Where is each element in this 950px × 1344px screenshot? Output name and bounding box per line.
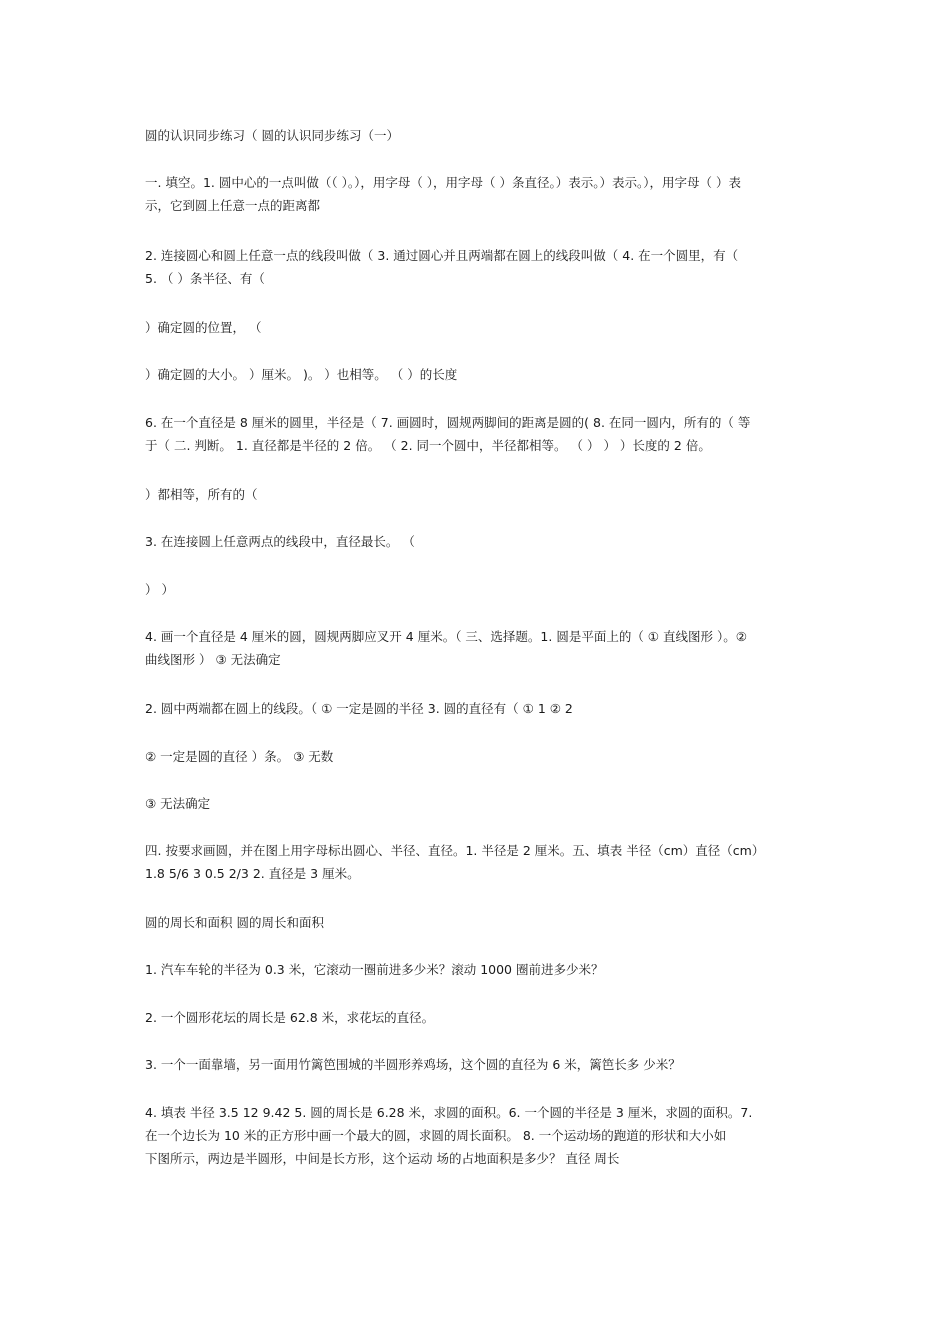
paragraph — [145, 1101, 810, 1170]
text-line: ）确定圆的大小。 ）厘米。 )。 ）也相等。 （ ）的长度 — [145, 367, 458, 382]
text-line: ③ 无法确定 — [145, 796, 211, 811]
text-line: 圆的周长和面积 圆的周长和面积 — [145, 915, 324, 930]
paragraph — [145, 625, 810, 671]
text-line: ② 一定是圆的直径 ）条。 ③ 无数 — [145, 749, 334, 764]
paragraph — [145, 483, 810, 506]
section-title — [145, 124, 810, 147]
text-line: ）都相等，所有的（ — [145, 487, 258, 502]
text-line: ） ） — [145, 582, 174, 597]
paragraph — [145, 171, 810, 217]
paragraph — [145, 411, 810, 457]
text-line: 5. （ ）条半径、有（ — [145, 271, 265, 286]
text-line: 3. 一个一面靠墙，另一面用竹篱笆围城的半圆形养鸡场，这个圆的直径为 6 米，篱笆长多 少米？ — [145, 1057, 681, 1072]
text-line: 1.8 5/6 3 0.5 2/3 2. 直径是 3 厘米。 — [145, 866, 360, 881]
paragraph — [145, 745, 810, 768]
paragraph — [145, 363, 810, 386]
text-line: 在一个边长为 10 米的正方形中画一个最大的圆，求圆的周长面积。 8. 一个运动场的跑道的形状和大小如 — [145, 1128, 727, 1143]
text-line: 下图所示，两边是半圆形，中间是长方形，这个运动 场的占地面积是多少？ 直径 周长 — [145, 1151, 620, 1166]
text-line: 1. 汽车车轮的半径为 0.3 米，它滚动一圈前进多少米？滚动 1000 圈前进多少米？ — [145, 962, 604, 977]
text-line: 6. 在一个直径是 8 厘米的圆里，半径是（ 7. 画圆时，圆规两脚间的距离是圆的( 8. 在同一圆内，所有的（ 等 — [145, 415, 751, 430]
text-line: 2. 一个圆形花坛的周长是 62.8 米，求花坛的直径。 — [145, 1010, 435, 1025]
paragraph — [145, 792, 810, 815]
text-line: 2. 圆中两端都在圆上的线段。（ ① 一定是圆的半径 3. 圆的直径有（ ① 1 ② 2 — [145, 701, 573, 716]
paragraph — [145, 1006, 810, 1029]
text-line: 4. 填表 半径 3.5 12 9.42 5. 圆的周长是 6.28 米，求圆的面积。6. 一个圆的半径是 3 厘米，求圆的面积。7. — [145, 1105, 753, 1120]
paragraph — [145, 578, 810, 601]
text-line: 于（ 二. 判断。 1. 直径都是半径的 2 倍。 （ 2. 同一个圆中，半径都相等。 （ ） ） ）长度的 2 倍。 — [145, 438, 711, 453]
text-line: 四. 按要求画圆，并在图上用字母标出圆心、半径、直径。1. 半径是 2 厘米。五、填表 半径（cm）直径（cm） — [145, 843, 765, 858]
paragraph — [145, 530, 810, 553]
paragraph — [145, 697, 810, 720]
text-line: 4. 画一个直径是 4 厘米的圆，圆规两脚应叉开 4 厘米。（ 三、选择题。1. 圆是平面上的（ ① 直线图形 ）。② — [145, 629, 747, 644]
text-line: 3. 在连接圆上任意两点的线段中，直径最长。 （ — [145, 534, 415, 549]
paragraph — [145, 316, 810, 339]
section-title — [145, 911, 810, 934]
text-line: 曲线图形 ） ③ 无法确定 — [145, 652, 281, 667]
paragraph — [145, 958, 810, 981]
text-line: 圆的认识同步练习（ 圆的认识同步练习（一） — [145, 128, 399, 143]
text-line: 2. 连接圆心和圆上任意一点的线段叫做（ 3. 通过圆心并且两端都在圆上的线段叫做（ 4. 在一个圆里，有（ — [145, 248, 739, 263]
text-line: 一. 填空。1. 圆中心的一点叫做（（ ）。），用字母（ ），用字母（ ）条直径。）表示。）表示。），用字母（ ）表 — [145, 175, 741, 190]
paragraph — [145, 244, 810, 290]
text-line: ）确定圆的位置， （ — [145, 320, 262, 335]
text-line: 示，它到圆上任意一点的距离都 — [145, 198, 321, 213]
paragraph — [145, 839, 810, 885]
paragraph — [145, 1053, 810, 1076]
